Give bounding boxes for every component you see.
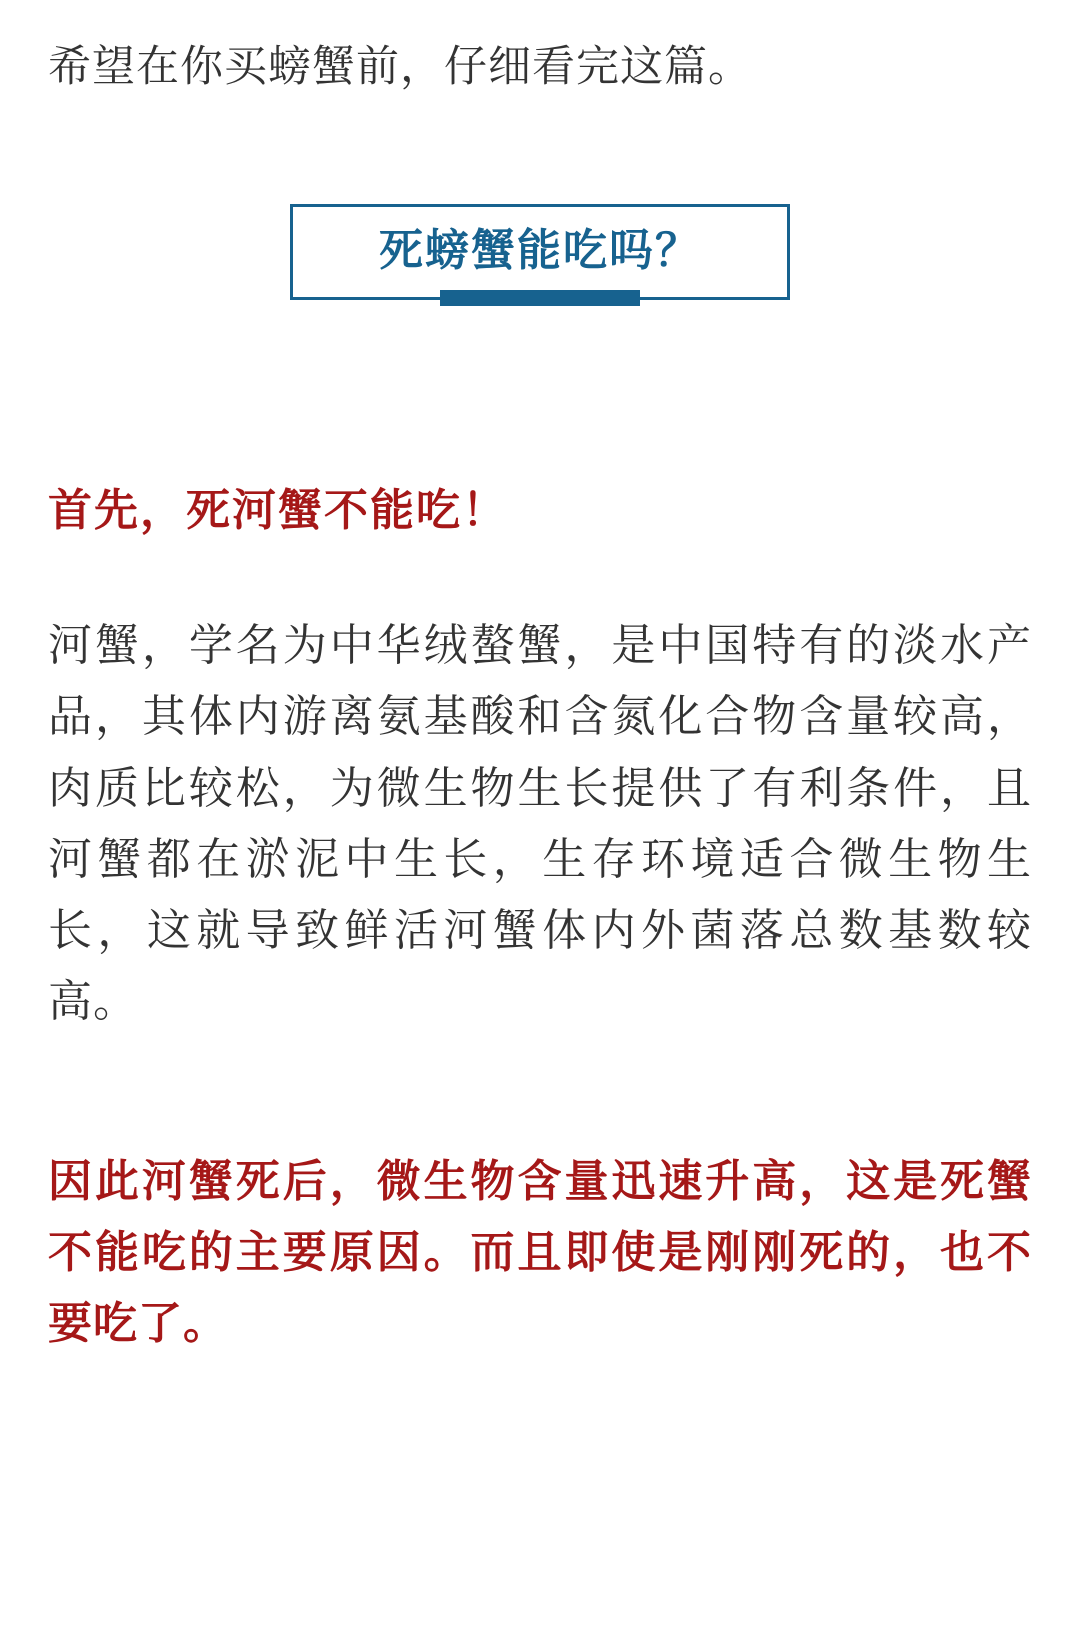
section-heading-title: 死螃蟹能吃吗？: [379, 226, 701, 276]
section-heading-box: [290, 204, 790, 300]
statement-secondary: 因此河蟹死后，微生物含量迅速升高，这是死蟹不能吃的主要原因。而且即使是刚刚死的，也不要吃了。: [48, 1156, 1032, 1349]
section-heading-container: [48, 204, 1032, 300]
lead-line: 希望在你买螃蟹前，仔细看完这篇。: [48, 43, 752, 91]
section-heading-underline-bar: [440, 290, 640, 306]
statement-primary: 首先，死河蟹不能吃！: [48, 486, 508, 536]
body-paragraph: 河蟹，学名为中华绒螯蟹，是中国特有的淡水产品，其体内游离氨基酸和含氮化合物含量较高，肉质比较松，为微生物生长提供了有利条件，且河蟹都在淤泥中生长，生存环境适合微生物生长，这就导致鲜活河蟹体内外菌落总数基数较高。: [48, 621, 1032, 1027]
